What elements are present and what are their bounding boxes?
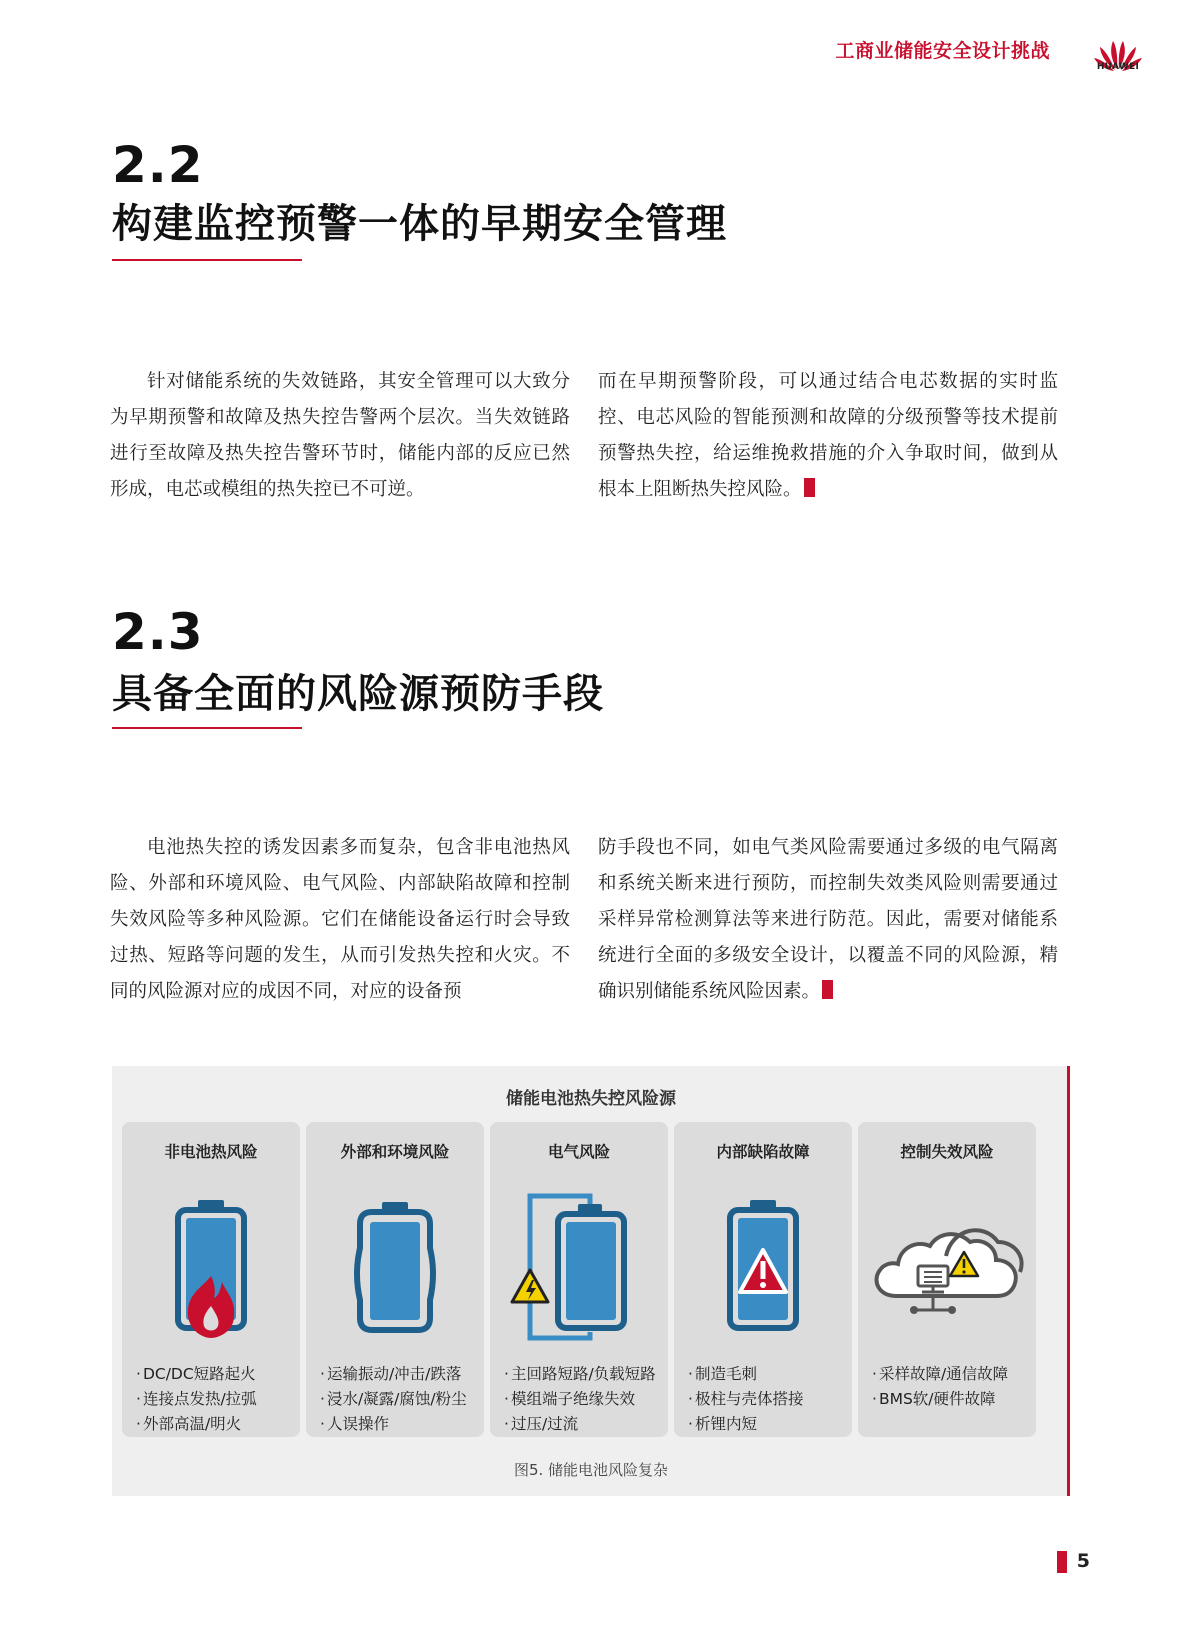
section-2-3-left-paragraph: 电池热失控的诱发因素多而复杂，包含非电池热风险、外部和环境风险、电气风险、内部缺陷故障和控制失效风险等多种风险源。它们在储能设备运行时会导致过热、短路等问题的发生，从而引发热失控和火灾。不同的风险源对应的成因不同，对应的设备预 [110,837,570,1002]
risk-card-external-environment [306,1122,484,1437]
risk-card-title: 外部和环境风险 [340,1143,450,1161]
section-2-3-rule [112,727,302,729]
risk-card-control-failure [858,1122,1036,1437]
risk-card-title: 控制失效风险 [900,1143,994,1161]
huawei-wordmark: HUAWEI [1096,62,1140,72]
risk-card-items [872,1362,1032,1412]
risk-card-title: 电气风险 [547,1143,610,1161]
section-2-3-right-paragraph: 防手段也不同，如电气类风险需要通过多级的电气隔离和系统关断来进行预防，而控制失效类风险则需要通过采样异常检测算法等来进行防范。因此，需要对储能系统进行全面的多级安全设计，以覆盖不同的风险源，精确识别储能系统风险因素。 [598,837,1058,1002]
risk-item: · BMS软/硬件故障 [872,1387,1032,1412]
risk-card-non-battery-thermal [122,1122,300,1437]
risk-source-figure [112,1066,1070,1496]
risk-card-electrical [490,1122,668,1437]
end-mark-icon [804,478,815,497]
risk-item: · 连接点发热/拉弧 [136,1387,296,1412]
risk-card-internal-defect [674,1122,852,1437]
section-2-2-left-paragraph: 针对储能系统的失效链路，其安全管理可以大致分为早期预警和故障及热失控告警两个层次。当失效链路进行至故障及热失控告警环节时，储能内部的反应已然形成，电芯或模组的热失控已不可逆。 [110,371,570,500]
risk-item: · 人误操作 [320,1412,480,1437]
cloud-bms-warning-icon [858,1188,1036,1348]
figure-accent-bar [1067,1066,1070,1496]
section-2-2-right-column [598,364,1058,508]
section-2-2-rule [112,259,302,261]
battery-damage-icon [306,1188,484,1348]
risk-card-title: 非电池热风险 [164,1143,258,1161]
risk-item: · 析锂内短 [688,1412,848,1437]
battery-alert-icon [674,1188,852,1348]
risk-item: · 过压/过流 [504,1412,664,1437]
header-title: 工商业储能安全设计挑战 [835,40,1050,62]
risk-item: · 采样故障/通信故障 [872,1362,1032,1387]
end-mark-icon [822,980,833,999]
risk-item: · DC/DC短路起火 [136,1362,296,1387]
risk-item: · 浸水/凝露/腐蚀/粉尘 [320,1387,480,1412]
figure-caption: 图5. 储能电池风险复杂 [513,1461,669,1479]
risk-item: · 制造毛刺 [688,1362,848,1387]
section-2-3-number: 2.3 [112,603,204,661]
section-2-2-number: 2.2 [112,136,204,194]
section-2-2-left-column [110,364,570,508]
section-2-3-left-column [110,830,570,1010]
section-2-2-right-paragraph: 而在早期预警阶段，可以通过结合电芯数据的实时监控、电芯风险的智能预测和故障的分级预警等技术提前预警热失控，给运维挽救措施的介入争取时间，做到从根本上阻断热失控风险。 [598,371,1058,500]
risk-card-items [504,1362,664,1437]
risk-card-title: 内部缺陷故障 [716,1143,810,1161]
section-2-3-right-column [598,830,1058,1010]
page-number: 5 [1076,1550,1090,1572]
battery-circuit-warning-icon [490,1188,668,1348]
page-number-mark [1057,1551,1067,1573]
risk-card-items [688,1362,848,1437]
figure-title: 储能电池热失控风险源 [506,1089,676,1109]
risk-card-items [320,1362,480,1437]
section-2-2-title: 构建监控预警一体的早期安全管理 [112,201,727,247]
battery-fire-icon [122,1188,300,1348]
risk-item: · 极柱与壳体搭接 [688,1387,848,1412]
section-2-3-title: 具备全面的风险源预防手段 [112,671,604,717]
risk-card-items [136,1362,296,1437]
risk-item: · 主回路短路/负载短路 [504,1362,664,1387]
risk-item: · 模组端子绝缘失效 [504,1387,664,1412]
risk-item: · 外部高温/明火 [136,1412,296,1437]
risk-item: · 运输振动/冲击/跌落 [320,1362,480,1387]
